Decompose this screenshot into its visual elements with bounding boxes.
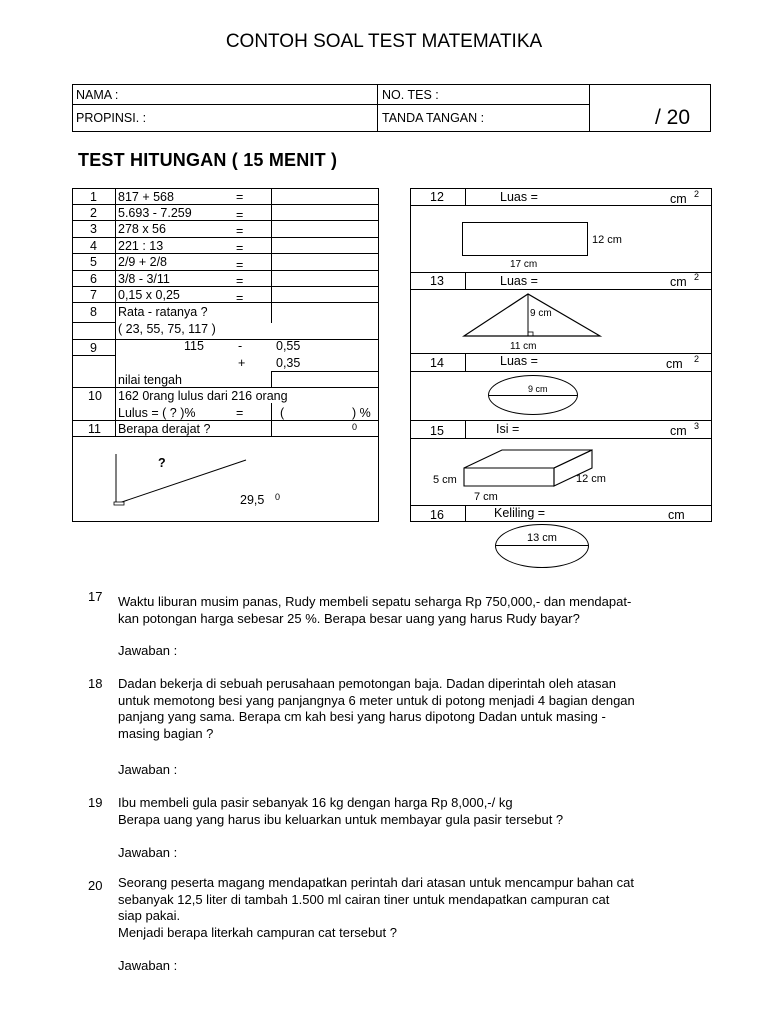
q16-number: 16 <box>430 508 444 522</box>
q15-number: 15 <box>430 424 444 438</box>
page-title: CONTOH SOAL TEST MATEMATIKA <box>225 31 543 52</box>
q11-degree-mark: 0 <box>352 422 358 432</box>
circle-diameter-area: 9 cm <box>528 384 548 394</box>
q6-number: 6 <box>90 272 97 286</box>
q12-number: 12 <box>430 190 444 204</box>
q19-number: 19 <box>88 795 103 810</box>
triangle-height: 9 cm <box>530 308 552 319</box>
q13-label: Luas = <box>500 274 538 288</box>
circle-diameter-perimeter: 13 cm <box>527 532 557 544</box>
box-height: 5 cm <box>433 474 457 486</box>
score-box: / 20 <box>655 106 691 129</box>
angle-degree: 0 <box>275 492 281 502</box>
q17-text: Waktu liburan musim panas, Rudy membeli sepatu seharga Rp 750,000,- dan mendapat- kan potongan harga sebesar 25 %. Berapa besar uang yang harus Rudy bayar? <box>118 594 632 626</box>
box-length: 12 cm <box>576 473 606 485</box>
q13-unit: cm <box>670 275 687 289</box>
q20-text: Seorang peserta magang mendapatkan perintah dari atasan untuk mencampur bahan cat sebanyak 12,5 liter di tambah 1.500 ml cairan tiner untuk mendapatkan campuran cat siap pakai. Menjadi berapa literkah campuran cat tersebut ? <box>118 875 635 940</box>
q9-minus: - <box>238 339 243 353</box>
q2-equals: = <box>236 208 244 222</box>
q10-number: 10 <box>88 389 102 403</box>
q10-paren-open: ( <box>280 406 285 420</box>
q3-expression: 278 x 56 <box>118 222 166 236</box>
rectangle-figure <box>462 222 588 256</box>
q3-number: 3 <box>90 222 97 236</box>
q18-answer-label: Jawaban : <box>118 762 178 777</box>
q8-number: 8 <box>90 305 97 319</box>
q8-text: Rata - ratanya ? <box>118 305 208 319</box>
q16-unit: cm <box>668 508 685 522</box>
q4-number: 4 <box>90 239 97 253</box>
tanda-tangan-label: TANDA TANGAN : <box>382 111 485 125</box>
q2-number: 2 <box>90 206 97 220</box>
no-tes-label: NO. TES : <box>382 88 439 102</box>
q3-equals: = <box>236 224 244 238</box>
propinsi-label: PROPINSI. : <box>76 111 147 125</box>
q1-expression: 817 + 568 <box>118 190 174 204</box>
q1-number: 1 <box>90 190 97 204</box>
q5-number: 5 <box>90 255 97 269</box>
q9-plus: + <box>238 356 246 370</box>
q6-equals: = <box>236 274 244 288</box>
q16-label: Keliling = <box>494 506 546 520</box>
q5-expression: 2/9 + 2/8 <box>118 255 167 269</box>
q7-number: 7 <box>90 288 97 302</box>
q17-number: 17 <box>88 589 103 604</box>
q10-equals: = <box>236 406 244 420</box>
q7-expression: 0,15 x 0,25 <box>118 288 180 302</box>
q19-text: Ibu membeli gula pasir sebanyak 16 kg dengan harga Rp 8,000,-/ kg Berapa uang yang harus ibu keluarkan untuk membayar gula pasir tersebut ? <box>118 795 564 827</box>
q9-number: 9 <box>90 341 97 355</box>
q12-unit: cm <box>670 192 687 206</box>
q14-number: 14 <box>430 356 444 370</box>
q5-equals: = <box>236 258 244 272</box>
q20-number: 20 <box>88 878 103 893</box>
q9-label: nilai tengah <box>118 373 182 387</box>
section-title: TEST HITUNGAN ( 15 MENIT ) <box>78 150 338 170</box>
q7-equals: = <box>236 291 244 305</box>
q4-expression: 221 : 13 <box>118 239 164 253</box>
q9-value-a: 115 <box>184 339 204 353</box>
q15-unit: cm <box>670 424 687 438</box>
q19-answer-label: Jawaban : <box>118 845 178 860</box>
q6-expression: 3/8 - 3/11 <box>118 272 170 286</box>
q18-text: Dadan bekerja di sebuah perusahaan pemotongan baja. Dadan diperintah oleh atasan untuk memotong besi yang panjangnya 6 meter untuk di potong menjadi 4 bagian dengan panjang yang sama. Berapa cm kah besi yang harus dipotong Dadan untuk masing - masing bagian ? <box>118 676 635 741</box>
angle-unknown: ? <box>158 456 166 470</box>
q10-text: 162 0rang lulus dari 216 orang <box>118 389 288 403</box>
q14-unit: cm <box>666 357 683 371</box>
q8-values: ( 23, 55, 75, 117 ) <box>118 322 216 336</box>
q10-formula: Lulus = ( ? )% <box>118 406 196 420</box>
q14-label: Luas = <box>500 354 538 368</box>
q20-answer-label: Jawaban : <box>118 958 178 973</box>
q9-value-c: 0,35 <box>276 356 301 370</box>
q13-number: 13 <box>430 274 444 288</box>
q9-value-b: 0,55 <box>276 339 301 353</box>
triangle-base: 11 cm <box>510 341 537 352</box>
q4-equals: = <box>236 241 244 255</box>
q15-exponent: 3 <box>694 421 700 431</box>
q18-number: 18 <box>88 676 103 691</box>
circle-figure-perimeter <box>495 524 589 568</box>
q13-exponent: 2 <box>694 272 700 282</box>
nama-label: NAMA : <box>76 88 119 102</box>
rectangle-height: 12 cm <box>592 234 622 246</box>
q1-equals: = <box>236 190 244 204</box>
rectangle-width: 17 cm <box>510 259 538 270</box>
q2-expression: 5.693 - 7.259 <box>118 206 192 220</box>
q17-answer-label: Jawaban : <box>118 643 178 658</box>
q10-paren-close: ) % <box>352 406 371 420</box>
q11-text: Berapa derajat ? <box>118 422 211 436</box>
q15-label: Isi = <box>496 422 520 436</box>
q11-number: 11 <box>88 422 101 436</box>
q14-exponent: 2 <box>694 354 700 364</box>
q12-exponent: 2 <box>694 189 700 199</box>
q12-label: Luas = <box>500 190 538 204</box>
box-width: 7 cm <box>474 491 498 503</box>
angle-value: 29,5 <box>240 493 265 507</box>
